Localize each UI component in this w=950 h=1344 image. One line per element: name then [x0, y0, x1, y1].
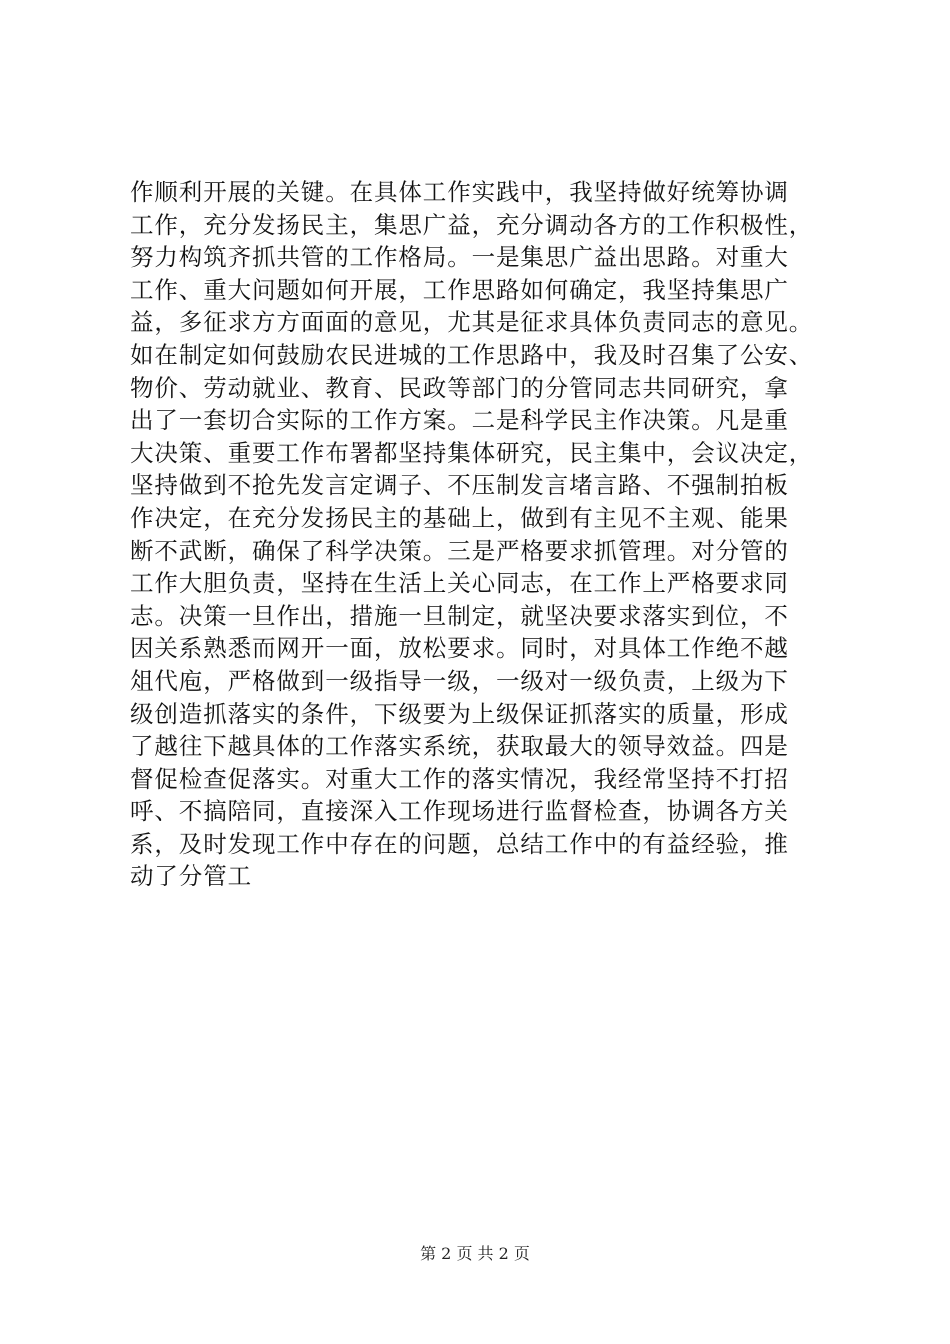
text-line: 因关系熟悉而网开一面，放松要求。同时，对具体工作绝不越 — [130, 634, 789, 663]
text-line: 坚持做到不抢先发言定调子、不压制发言堵言路、不强制拍板 — [130, 471, 789, 500]
text-line: 作顺利开展的关键。在具体工作实践中，我坚持做好统筹协调 — [130, 178, 789, 206]
text-line: 工作、重大问题如何开展，工作思路如何确定，我坚持集思广 — [130, 275, 789, 304]
text-line: 大决策、重要工作布署都坚持集体研究，民主集中，会议决定， — [130, 438, 814, 467]
text-line: 益，多征求方方面面的意见，尤其是征求具体负责同志的意见。 — [130, 308, 814, 337]
text-line: 工作大胆负责，坚持在生活上关心同志，在工作上严格要求同 — [130, 569, 789, 598]
text-line: 级创造抓落实的条件，下级要为上级保证抓落实的质量，形成 — [130, 699, 789, 728]
text-line: 系，及时发现工作中存在的问题，总结工作中的有益经验，推 — [130, 829, 789, 858]
text-line: 断不武断，确保了科学决策。三是严格要求抓管理。对分管的 — [130, 536, 789, 565]
text-line: 督促检查促落实。对重大工作的落实情况，我经常坚持不打招 — [130, 764, 789, 793]
text-line: 努力构筑齐抓共管的工作格局。一是集思广益出思路。对重大 — [130, 243, 789, 272]
text-line: 呼、不搞陪同，直接深入工作现场进行监督检查，协调各方关 — [130, 797, 789, 826]
text-line: 工作，充分发扬民主，集思广益，充分调动各方的工作积极性， — [130, 210, 814, 239]
text-line: 了越往下越具体的工作落实系统，获取最大的领导效益。四是 — [130, 732, 789, 761]
body-text — [130, 176, 846, 893]
text-line: 作决定，在充分发扬民主的基础上，做到有主见不主观、能果 — [130, 503, 789, 532]
page-footer — [0, 1244, 950, 1264]
text-line: 动了分管工 — [130, 862, 252, 891]
text-line: 志。决策一旦作出，措施一旦制定，就坚决要求落实到位，不 — [130, 601, 789, 630]
text-line: 如在制定如何鼓励农民进城的工作思路中，我及时召集了公安、 — [130, 340, 814, 369]
text-line: 俎代庖，严格做到一级指导一级，一级对一级负责，上级为下 — [130, 666, 789, 695]
text-line: 物价、劳动就业、教育、民政等部门的分管同志共同研究，拿 — [130, 373, 789, 402]
page-number: 第 2 页 共 2 页 — [420, 1244, 530, 1263]
text-line: 出了一套切合实际的工作方案。二是科学民主作决策。凡是重 — [130, 406, 789, 435]
